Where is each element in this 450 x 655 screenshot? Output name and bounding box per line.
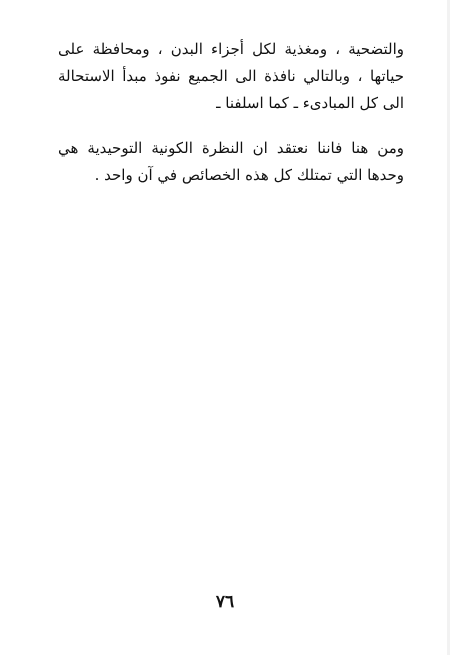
paragraph-2 <box>58 135 404 189</box>
paragraph-1 <box>58 36 404 117</box>
paragraph-1-line-2: حياتها ، وبالتالي نافذة الى الجميع نفوذ مبدأ الاستحالة <box>58 67 404 85</box>
paragraph-2-line-1: ومن هنا فاننا نعتقد ان النظرة الكونية التوحيدية هي <box>58 139 404 157</box>
paragraph-1-line-1: والتضحية ، ومغذية لكل أجزاء البدن ، ومحافظة على <box>58 40 404 58</box>
page-number: ٧٦ <box>215 592 235 612</box>
paragraph-2-line-2: وحدها التي تمتلك كل هذه الخصائص في آن واحد . <box>94 166 404 184</box>
paragraph-1-line-3: الى كل المبادىء ـ كما اسلفنا ـ <box>216 94 404 112</box>
